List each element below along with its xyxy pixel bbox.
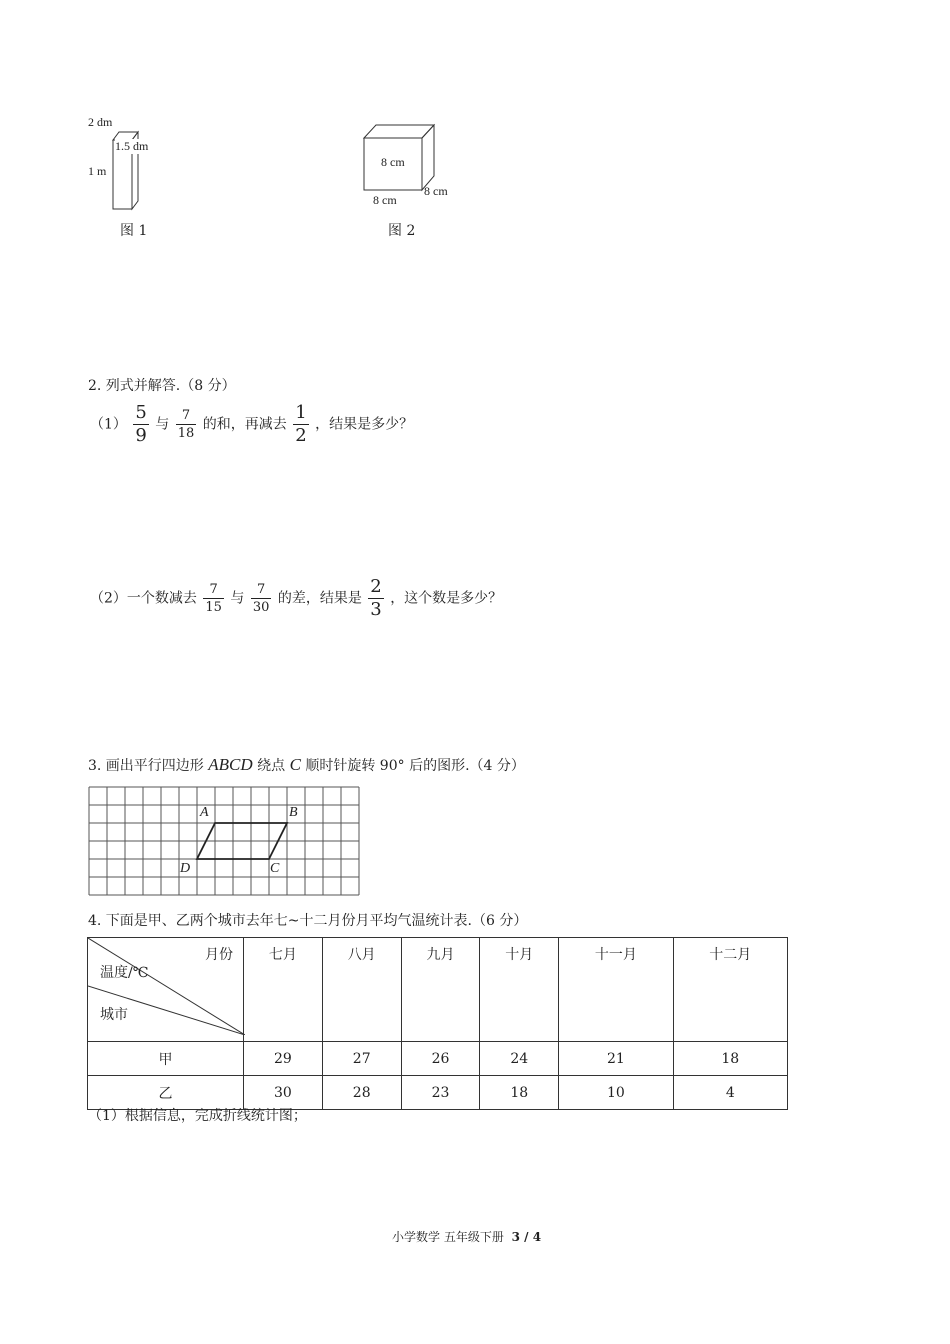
numerator: 7 xyxy=(203,583,224,599)
dim-2dm: 2 dm xyxy=(88,115,113,129)
label-A: A xyxy=(200,805,209,820)
fraction-2-3 xyxy=(368,578,383,619)
table-header-row xyxy=(88,938,788,1042)
denominator: 9 xyxy=(135,425,147,446)
value-cell: 30 xyxy=(244,1076,323,1110)
header-month: 月份 xyxy=(205,947,233,963)
q3-mid: 绕点 xyxy=(257,758,286,774)
value-cell: 24 xyxy=(480,1042,559,1076)
numerator: 2 xyxy=(370,576,382,597)
q3-pre: 3. 画出平行四边形 xyxy=(88,758,204,774)
q3-post: 顺时针旋转 90° 后的图形.（4 分） xyxy=(305,758,525,774)
q2-part2 xyxy=(90,578,502,619)
q2-p2-prefix: （2）一个数减去 xyxy=(90,590,197,607)
city-cell: 甲 xyxy=(88,1042,244,1076)
numerator: 7 xyxy=(251,583,272,599)
temperature-table xyxy=(87,937,788,1110)
month-header: 九月 xyxy=(401,938,480,1042)
value-cell: 23 xyxy=(401,1076,480,1110)
label-C: C xyxy=(270,861,280,876)
figure-1 xyxy=(85,112,175,217)
value-cell: 18 xyxy=(480,1076,559,1110)
label-B: B xyxy=(289,805,298,820)
q3-title xyxy=(88,755,525,776)
dim-depth: 8 cm xyxy=(424,184,448,198)
value-cell: 10 xyxy=(559,1076,673,1110)
q2-p1-mid1: 与 xyxy=(155,416,170,433)
cube-drawing xyxy=(355,118,465,213)
page-footer xyxy=(392,1228,541,1245)
header-temp: 温度/℃ xyxy=(100,965,149,981)
numerator: 1 xyxy=(295,402,307,423)
dim-height: 8 cm xyxy=(381,155,405,169)
fraction-1-2 xyxy=(293,404,308,445)
table-row xyxy=(88,1076,788,1110)
dim-1.5dm: 1.5 dm xyxy=(115,139,149,153)
q2-p2-mid1: 与 xyxy=(230,590,245,607)
q2-p1-mid2: 的和，再减去 xyxy=(202,416,287,433)
denominator: 2 xyxy=(295,425,307,446)
grid-figure xyxy=(88,786,363,901)
fraction-7-18 xyxy=(176,409,197,440)
q2-p2-mid2: 的差，结果是 xyxy=(277,590,362,607)
value-cell: 26 xyxy=(401,1042,480,1076)
q2-p2-suffix: ，这个数是多少？ xyxy=(390,590,503,607)
value-cell: 21 xyxy=(559,1042,673,1076)
value-cell: 28 xyxy=(322,1076,401,1110)
footer-text: 小学数学 五年级下册 xyxy=(392,1230,504,1244)
denominator: 18 xyxy=(177,426,195,441)
figure-2-label: 图 2 xyxy=(388,223,416,239)
dim-1m: 1 m xyxy=(88,164,107,178)
month-header: 十一月 xyxy=(559,938,673,1042)
page-number: 3 / 4 xyxy=(511,1230,542,1244)
value-cell: 18 xyxy=(673,1042,787,1076)
numerator: 5 xyxy=(135,402,147,423)
denominator: 15 xyxy=(205,600,222,615)
value-cell: 29 xyxy=(244,1042,323,1076)
q3-shape-name: ABCD xyxy=(208,755,253,774)
q2-p1-prefix: （1） xyxy=(90,416,127,433)
month-header: 十二月 xyxy=(673,938,787,1042)
q2-title: 2. 列式并解答.（8 分） xyxy=(88,378,236,394)
q2-p1-suffix: ，结果是多少？ xyxy=(315,416,414,433)
figure-2 xyxy=(355,118,465,213)
table-row xyxy=(88,1042,788,1076)
fraction-7-15 xyxy=(203,583,224,614)
denominator: 30 xyxy=(252,600,270,615)
label-D: D xyxy=(180,861,191,876)
month-header: 十月 xyxy=(480,938,559,1042)
month-header: 八月 xyxy=(322,938,401,1042)
fraction-7-30 xyxy=(251,583,272,614)
diagonal-header-cell xyxy=(88,938,244,1042)
figure-1-label: 图 1 xyxy=(120,223,148,239)
q3-point-name: C xyxy=(289,755,301,774)
month-header: 七月 xyxy=(244,938,323,1042)
city-cell: 乙 xyxy=(88,1076,244,1110)
q2-part1 xyxy=(90,404,413,445)
value-cell: 4 xyxy=(673,1076,787,1110)
q4-title: 4. 下面是甲、乙两个城市去年七~十二月份月平均气温统计表.（6 分） xyxy=(88,913,528,929)
q4-sub1: （1）根据信息，完成折线统计图； xyxy=(88,1108,307,1124)
dim-width: 8 cm xyxy=(373,193,397,207)
value-cell: 27 xyxy=(322,1042,401,1076)
denominator: 3 xyxy=(370,599,382,620)
fraction-5-9 xyxy=(133,404,148,445)
header-city: 城市 xyxy=(100,1007,128,1023)
square-grid xyxy=(88,786,363,901)
numerator: 7 xyxy=(176,409,197,425)
